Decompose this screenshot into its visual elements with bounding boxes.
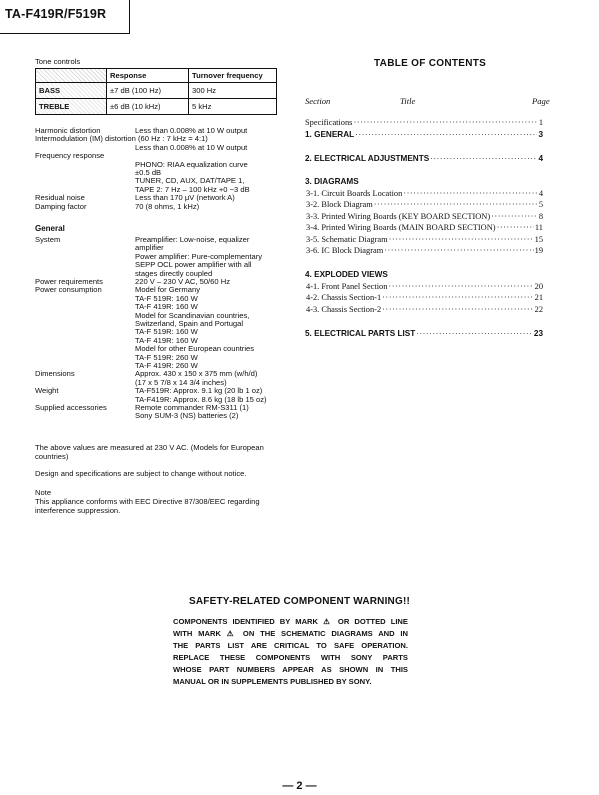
warning-line: WHOSE PART NUMBERS APPEAR AS SHOWN IN THIS (173, 665, 408, 674)
toc-entry[interactable] (305, 305, 543, 314)
spec-value: TA-F 419R: 160 W (135, 302, 198, 312)
toc-entry-text: 4-2. Chassis Section-1 (306, 293, 382, 303)
toc-entry-electrical-adjustments[interactable] (305, 154, 543, 163)
warning-line: WITH MARK ⚠ ON THE SCHEMATIC DIAGRAMS AND IN (173, 629, 408, 638)
spec-value: TA-F419R: Approx. 8.6 kg (18 lb 15 oz) (135, 394, 267, 404)
bass-turnover: 300 Hz (189, 83, 277, 99)
toc-entry-electrical-parts-list[interactable] (305, 329, 543, 338)
spec-label: Intermodulation (IM) distortion (60 Hz : 7 kHz = 4:1) (35, 134, 208, 144)
page-number: — 2 — (282, 780, 317, 792)
toc-entry[interactable] (305, 246, 543, 255)
toc-entry-text: 3-2. Block Diagram (306, 200, 373, 210)
toc-entry[interactable] (305, 212, 543, 221)
eec-note-line-1: This appliance conforms with EEC Directive 87/308/EEC regarding (35, 497, 260, 506)
toc-entry-text: 4-1. Front Panel Section (306, 282, 388, 291)
spec-label: Power consumption (35, 285, 102, 295)
spec-value: TA-F 419R: 160 W (135, 335, 198, 345)
toc-entry-general[interactable] (305, 130, 543, 139)
toc-entry-page: 3 (538, 130, 543, 139)
spec-value: (17 x 5 7/8 x 14 3/4 inches) (135, 377, 227, 387)
toc-entry-page: 15 (534, 234, 543, 244)
toc-entry[interactable] (305, 235, 543, 244)
spec-value: Model for Germany (135, 285, 200, 295)
bass-response: ±7 dB (100 Hz) (107, 83, 189, 99)
spec-value: TA-F 419R: 260 W (135, 361, 198, 370)
general-heading: General (35, 224, 65, 233)
spec-value: SEPP OCL power amplifier with all (135, 260, 252, 270)
spec-label: Dimensions (35, 369, 75, 379)
spec-value: Less than 0.008% at 10 W output (135, 142, 248, 152)
spec-label: Damping factor (35, 201, 87, 211)
toc-entry-text: 3-5. Schematic Diagram (306, 234, 388, 244)
spec-label: Frequency response (35, 151, 105, 161)
spec-value: TA-F 519R: 160 W (135, 327, 198, 337)
safety-warning-title: SAFETY-RELATED COMPONENT WARNING!! (188, 596, 411, 607)
spec-value: Sony SUM-3 (NS) batteries (2) (135, 411, 239, 421)
spec-value: TAPE 2: 7 Hz – 100 kHz +0 −3 dB (135, 184, 250, 194)
spec-value: TUNER, CD, AUX, DAT/TAPE 1, (135, 176, 245, 186)
tone-controls-table (35, 68, 277, 115)
safety-warning-body (173, 616, 408, 688)
table-row (36, 83, 277, 99)
table-header-row (36, 69, 277, 83)
toc-entry-specifications[interactable] (305, 118, 543, 127)
warning-line: MANUAL OR IN SUPPLEMENTS PUBLISHED BY SONY. (173, 677, 372, 686)
toc-column-section: Section (305, 96, 331, 106)
toc-entry-page: 4 (538, 154, 543, 163)
toc-entry[interactable] (305, 200, 543, 209)
table-row (36, 99, 277, 115)
spec-value: Remote commander RM-S311 (1) (135, 403, 249, 412)
toc-entry[interactable] (305, 282, 543, 291)
spec-label: Supplied accessories (35, 403, 107, 412)
toc-entry-text: 4-3. Chassis Section-2 (306, 304, 382, 314)
toc-entry[interactable] (305, 189, 543, 198)
toc-entry-text: 3-6. IC Block Diagram (306, 246, 384, 255)
spec-value: amplifier (135, 243, 164, 253)
warning-line: COMPONENTS IDENTIFIED BY MARK ⚠ OR DOTTED LINE (173, 617, 408, 626)
spec-value: TA-F 519R: 160 W (135, 293, 198, 303)
spec-value: Approx. 430 x 150 x 375 mm (w/h/d) (135, 369, 258, 379)
measured-note-line-1: The above values are measured at 230 V AC. (Models for European (35, 443, 264, 452)
spec-label: Power requirements (35, 277, 103, 286)
toc-entry-text: Specifications (305, 118, 353, 127)
toc-entry-page: 21 (534, 293, 543, 303)
spec-value: 220 V – 230 V AC, 50/60 Hz (135, 277, 230, 286)
toc-entry-text: 5. ELECTRICAL PARTS LIST (305, 329, 416, 338)
column-header-turnover: Turnover frequency (189, 69, 277, 83)
spec-value: PHONO: RIAA equalization curve (135, 159, 248, 169)
toc-entry-page: 11 (534, 223, 543, 233)
toc-entry-page: 23 (533, 329, 543, 338)
spec-label: Weight (35, 386, 59, 396)
spec-value: stages directly coupled (135, 268, 213, 278)
toc-entry-page: 8 (538, 211, 543, 221)
spec-value: Switzerland, Spain and Portugal (135, 319, 244, 328)
toc-heading-diagrams: 3. DIAGRAMS (305, 177, 359, 186)
toc-entry-text: 1. GENERAL (305, 130, 355, 139)
eec-note-line-2: interference suppression. (35, 506, 121, 515)
row-name-bass: BASS (36, 83, 107, 99)
model-title: TA-F419R/F519R (5, 7, 107, 21)
toc-entry-text: 3-4. Printed Wiring Boards (MAIN BOARD SECTION) (306, 223, 496, 233)
spec-label: Harmonic distortion (35, 126, 101, 135)
toc-entry[interactable] (305, 223, 543, 232)
design-note: Design and specifications are subject to change without notice. (35, 469, 247, 478)
spec-value: Less than 170 μV (network A) (135, 193, 235, 203)
tone-controls-title: Tone controls (35, 57, 81, 66)
measured-note-line-2: countries) (35, 452, 69, 461)
toc-heading-exploded-views: 4. EXPLODED VIEWS (305, 270, 388, 279)
warning-line: THE PARTS LIST ARE CRITICAL TO SAFE OPERATION. (173, 641, 408, 650)
toc-entry[interactable] (305, 293, 543, 302)
spec-value: Power amplifier: Pure-complementary (135, 251, 263, 261)
spec-value: TA-F519R: Approx. 9.1 kg (20 lb 1 oz) (135, 386, 263, 396)
table-corner-cell (36, 69, 107, 83)
spec-value: 70 (8 ohms, 1 kHz) (135, 201, 200, 211)
toc-entry-text: 2. ELECTRICAL ADJUSTMENTS (305, 154, 430, 163)
toc-entry-page: 4 (538, 189, 543, 198)
treble-turnover: 5 kHz (189, 99, 277, 115)
spec-value: Less than 0.008% at 10 W output (135, 126, 248, 135)
spec-value: ±0.5 dB (135, 168, 162, 177)
spec-value: Model for other European countries (135, 344, 255, 354)
toc-entry-page: 22 (534, 304, 543, 314)
toc-entry-text: 3-3. Printed Wiring Boards (KEY BOARD SECTION) (306, 211, 491, 221)
toc-title: TABLE OF CONTENTS (374, 58, 487, 69)
toc-entry-page: 5 (538, 200, 543, 210)
spec-label: System (35, 235, 61, 244)
row-name-treble: TREBLE (36, 99, 107, 115)
treble-response: ±6 dB (10 kHz) (107, 99, 189, 115)
toc-entry-page: 1 (538, 118, 543, 127)
spec-value: Preamplifier: Low-noise, equalizer (135, 235, 250, 244)
toc-entry-page: 19 (534, 246, 543, 255)
toc-column-title: Title (400, 96, 416, 106)
note-label: Note (35, 488, 52, 497)
column-header-response: Response (107, 69, 189, 83)
toc-entry-page: 20 (534, 282, 543, 291)
spec-value: TA-F 519R: 260 W (135, 352, 198, 362)
spec-value: Model for Scandinavian countries, (135, 310, 250, 320)
toc-column-page: Page (532, 96, 550, 106)
warning-line: REPLACE THESE COMPONENTS WITH SONY PARTS (173, 653, 408, 662)
spec-label: Residual noise (35, 193, 85, 203)
toc-entry-text: 3-1. Circuit Boards Location (306, 189, 403, 198)
